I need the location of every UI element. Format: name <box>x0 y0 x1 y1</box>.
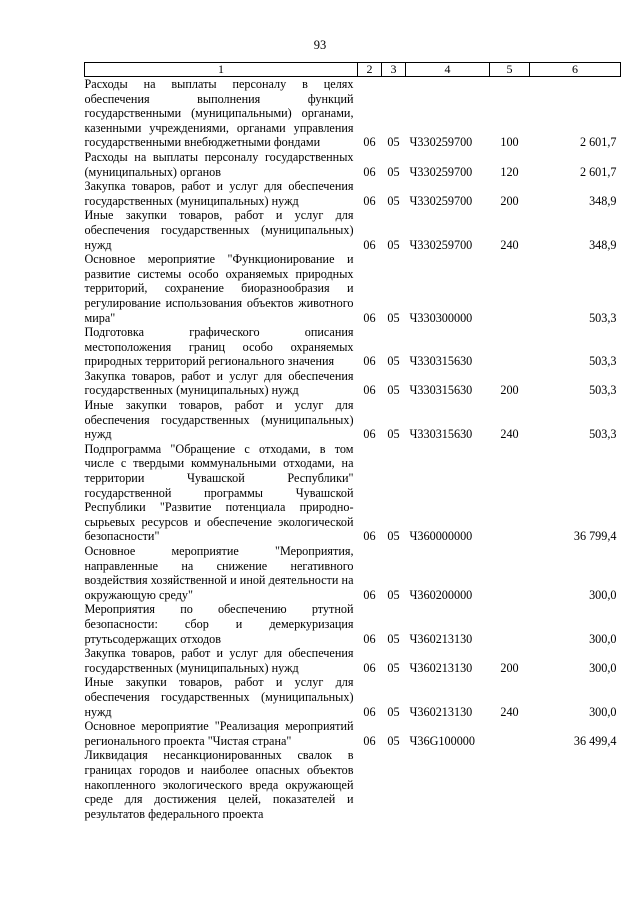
table-row <box>85 544 621 602</box>
row-subsection: 05 <box>387 733 400 748</box>
table-row <box>85 179 621 208</box>
row-subsection: 05 <box>387 704 400 719</box>
row-section: 06 <box>363 587 376 602</box>
header-col-5: 5 <box>490 63 530 77</box>
row-subsection: 05 <box>387 354 400 369</box>
row-expense-type <box>490 748 530 821</box>
table-row <box>85 77 621 150</box>
row-amount: 300,0 <box>589 631 617 646</box>
row-section: 06 <box>363 427 376 442</box>
table-row <box>85 748 621 821</box>
row-subsection: 05 <box>387 164 400 179</box>
header-col-2: 2 <box>358 63 382 77</box>
row-amount: 503,3 <box>589 383 617 398</box>
row-expense-type <box>490 602 530 646</box>
budget-table <box>84 62 621 821</box>
row-target-article: Ч360000000 <box>409 529 473 544</box>
row-expense-type: 100 <box>500 135 519 150</box>
row-name: Иные закупки товаров, работ и услуг для обеспечения государственных (муниципальных) нужд <box>84 675 354 719</box>
row-section: 06 <box>363 193 376 208</box>
row-target-article: Ч360213130 <box>409 704 473 719</box>
row-section: 06 <box>363 383 376 398</box>
row-amount: 36 499,4 <box>573 733 617 748</box>
row-name: Мероприятия по обеспечению ртутной безопасности: сбор и демеркуризация ртутьсодержащих отходов <box>84 602 354 646</box>
row-amount: 300,0 <box>589 660 617 675</box>
row-expense-type <box>490 544 530 602</box>
row-expense-type <box>490 719 530 748</box>
row-name: Основное мероприятие "Функционирование и развитие системы особо охраняемых природных территорий, сохранение биоразнообразия и регулирование использования объектов животного мира" <box>84 252 354 325</box>
header-row <box>85 63 621 77</box>
row-expense-type: 240 <box>500 704 519 719</box>
row-section: 06 <box>363 660 376 675</box>
row-target-article: Ч330315630 <box>409 427 473 442</box>
row-name: Иные закупки товаров, работ и услуг для обеспечения государственных (муниципальных) нужд <box>84 208 354 252</box>
row-section: 06 <box>363 704 376 719</box>
table-row <box>85 442 621 544</box>
row-name: Подготовка графического описания местоположения границ особо охраняемых природных территорий регионального значения <box>84 325 354 369</box>
row-name: Закупка товаров, работ и услуг для обеспечения государственных (муниципальных) нужд <box>84 179 354 208</box>
header-col-6: 6 <box>530 63 621 77</box>
row-name: Ликвидация несанкционированных свалок в границах городов и наиболее опасных объектов накопленного экологического вреда окружающей среде для достижения целей, показателей и результатов федерального проекта <box>84 748 354 821</box>
row-expense-type: 240 <box>500 237 519 252</box>
row-target-article: Ч36G100000 <box>409 733 475 748</box>
row-amount: 348,9 <box>589 193 617 208</box>
row-expense-type: 200 <box>500 383 519 398</box>
table-row <box>85 675 621 719</box>
row-target-article: Ч330315630 <box>409 383 473 398</box>
row-name: Основное мероприятие "Мероприятия, направленные на снижение негативного воздействия хозяйственной и иной деятельности на окружающую среду" <box>84 544 354 602</box>
row-subsection: 05 <box>387 383 400 398</box>
header-col-4: 4 <box>406 63 490 77</box>
row-section: 06 <box>363 135 376 150</box>
row-amount: 300,0 <box>589 587 617 602</box>
row-section: 06 <box>363 631 376 646</box>
row-section <box>358 748 382 821</box>
row-subsection: 05 <box>387 135 400 150</box>
row-section: 06 <box>363 354 376 369</box>
row-name: Основное мероприятие "Реализация мероприятий регионального проекта "Чистая страна" <box>84 719 354 748</box>
row-target-article <box>406 748 490 821</box>
row-amount: 503,3 <box>589 310 617 325</box>
table-row <box>85 325 621 369</box>
row-expense-type: 240 <box>500 427 519 442</box>
row-subsection: 05 <box>387 660 400 675</box>
header-col-3: 3 <box>382 63 406 77</box>
row-section: 06 <box>363 164 376 179</box>
row-subsection: 05 <box>387 427 400 442</box>
row-target-article: Ч360213130 <box>409 660 473 675</box>
row-amount: 503,3 <box>589 427 617 442</box>
row-target-article: Ч330259700 <box>409 164 473 179</box>
row-section: 06 <box>363 529 376 544</box>
row-name: Закупка товаров, работ и услуг для обеспечения государственных (муниципальных) нужд <box>84 646 354 675</box>
row-name: Подпрограмма "Обращение с отходами, в том числе с твердыми коммунальными отходами, на территории Чувашской Республики" государственной программы Чувашской Республики "Развитие потенциала природно-сырьевых ресурсов и обеспечение экологической безопасности" <box>84 441 354 544</box>
row-subsection: 05 <box>387 631 400 646</box>
row-subsection: 05 <box>387 310 400 325</box>
table-row <box>85 398 621 442</box>
row-amount: 2 601,7 <box>579 164 617 179</box>
row-target-article: Ч360213130 <box>409 631 473 646</box>
row-amount: 36 799,4 <box>573 529 617 544</box>
row-section: 06 <box>363 237 376 252</box>
table-row <box>85 369 621 398</box>
row-amount: 2 601,7 <box>579 135 617 150</box>
table-row <box>85 602 621 646</box>
table-row <box>85 150 621 179</box>
row-name: Расходы на выплаты персоналу государственных (муниципальных) органов <box>84 149 354 179</box>
row-expense-type <box>490 252 530 325</box>
row-amount: 300,0 <box>589 704 617 719</box>
row-target-article: Ч330300000 <box>409 310 473 325</box>
page-number: 93 <box>313 38 327 52</box>
row-target-article: Ч330259700 <box>409 135 473 150</box>
table-row <box>85 252 621 325</box>
row-target-article: Ч330315630 <box>409 354 473 369</box>
row-amount: 348,9 <box>589 237 617 252</box>
row-expense-type: 200 <box>500 193 519 208</box>
row-target-article: Ч360200000 <box>409 587 473 602</box>
row-name: Иные закупки товаров, работ и услуг для обеспечения государственных (муниципальных) нужд <box>84 398 354 442</box>
row-subsection: 05 <box>387 529 400 544</box>
row-name: Расходы на выплаты персоналу в целях обеспечения выполнения функций государственными (муниципальными) органами, казенными учреждениями, органами управления государственными внебюджетными фондами <box>84 77 354 150</box>
row-target-article: Ч330259700 <box>409 193 473 208</box>
row-subsection <box>382 748 406 821</box>
row-target-article: Ч330259700 <box>409 237 473 252</box>
row-amount <box>530 748 621 821</box>
row-subsection: 05 <box>387 193 400 208</box>
row-name: Закупка товаров, работ и услуг для обеспечения государственных (муниципальных) нужд <box>84 368 354 398</box>
row-expense-type <box>490 325 530 369</box>
row-section: 06 <box>363 733 376 748</box>
table-row <box>85 208 621 252</box>
row-subsection: 05 <box>387 237 400 252</box>
row-amount: 503,3 <box>589 354 617 369</box>
header-col-1: 1 <box>85 63 358 77</box>
row-expense-type <box>490 442 530 544</box>
row-subsection: 05 <box>387 587 400 602</box>
table-row <box>85 719 621 748</box>
row-expense-type: 200 <box>500 660 519 675</box>
table-row <box>85 646 621 675</box>
row-section: 06 <box>363 310 376 325</box>
row-expense-type: 120 <box>500 164 519 179</box>
